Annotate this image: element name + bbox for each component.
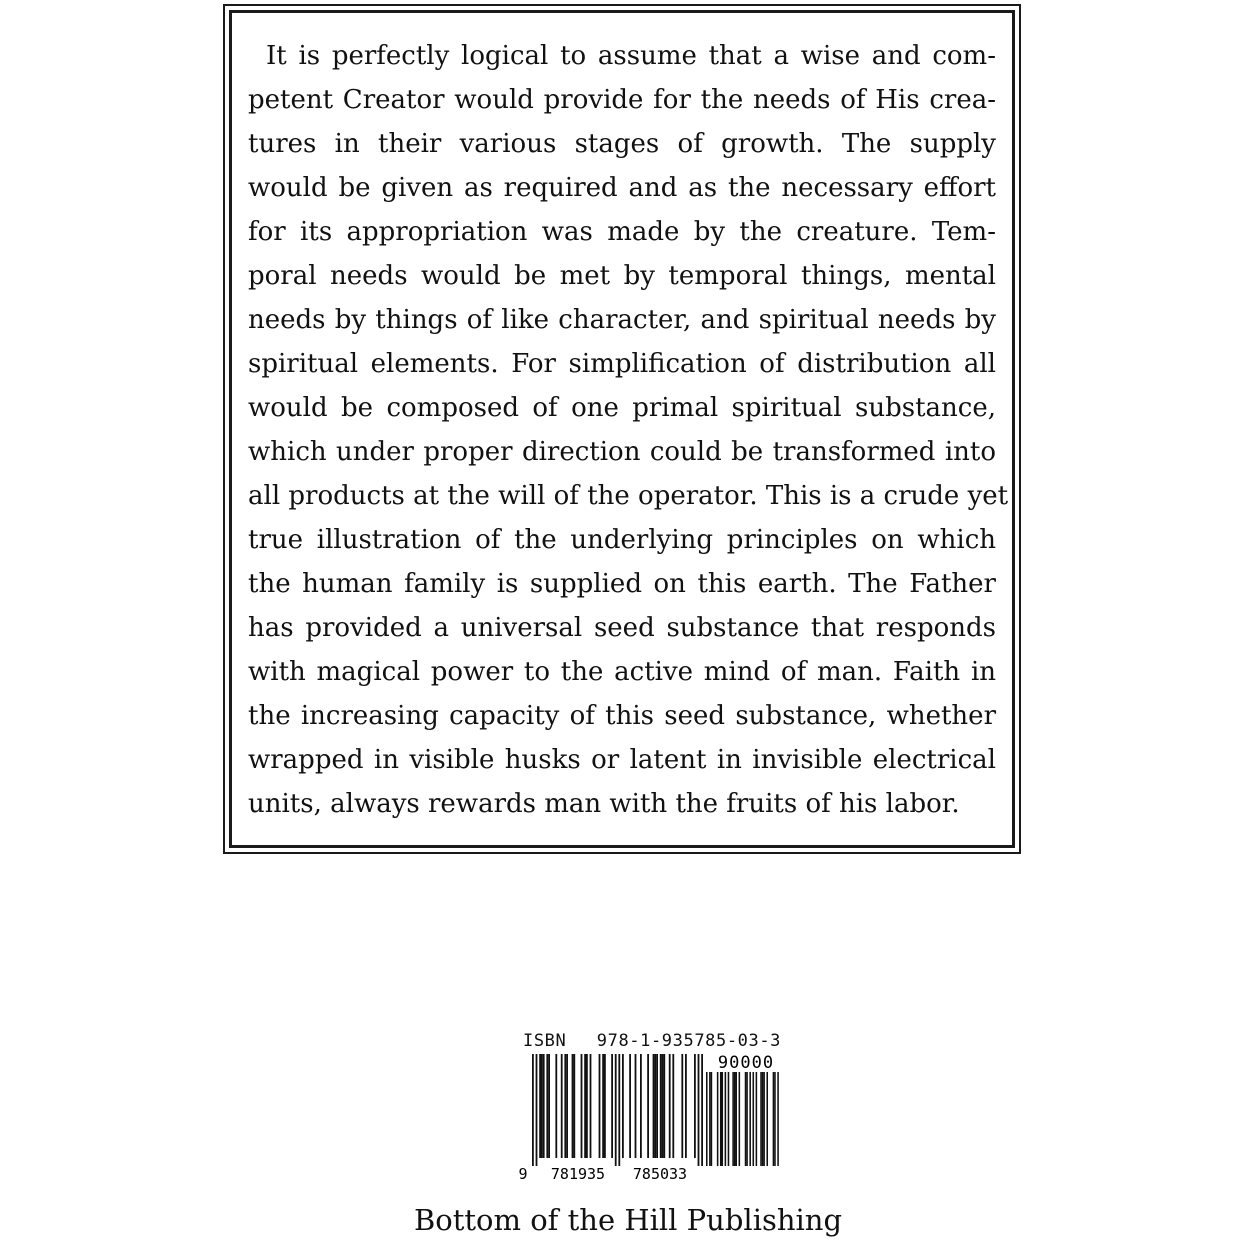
barcode-bar <box>717 1072 719 1166</box>
ean-13-bars <box>532 1054 703 1166</box>
barcode-bar <box>541 1054 543 1158</box>
barcode-bar <box>548 1054 550 1158</box>
barcode-bar <box>773 1072 775 1166</box>
barcode-bar <box>581 1054 583 1158</box>
isbn-barcode <box>516 1052 782 1182</box>
blurb-line: with magical power to the active mind of man. Faith in <box>248 657 996 687</box>
barcode-bar <box>706 1072 708 1166</box>
blurb-line: the increasing capacity of this seed substance, whether <box>248 701 996 731</box>
ean-first-digit: 9 <box>518 1165 528 1182</box>
isbn-label: ISBN 978-1-935785-03-3 <box>523 1031 781 1051</box>
barcode-bar <box>555 1054 557 1158</box>
barcode-bar <box>745 1072 747 1166</box>
barcode-bar <box>640 1054 642 1158</box>
barcode-bar <box>546 1054 548 1158</box>
barcode-bar <box>653 1054 655 1158</box>
barcode-bar <box>709 1072 711 1166</box>
barcode-bar <box>749 1072 751 1166</box>
barcode-bar <box>539 1054 541 1158</box>
blurb-line: poral needs would be met by temporal things, mental <box>248 261 996 291</box>
barcode-bar <box>725 1072 727 1166</box>
barcode-bar <box>766 1072 768 1166</box>
publisher-name: Bottom of the Hill Publishing <box>413 1203 843 1237</box>
barcode-bar <box>572 1054 574 1158</box>
barcode-bar <box>543 1054 545 1158</box>
blurb-line: for its appropriation was made by the creature. Tem- <box>248 217 996 247</box>
blurb-line: which under proper direction could be transformed into <box>248 437 996 467</box>
blurb-line: It is perfectly logical to assume that a wise and com- <box>266 41 996 71</box>
blurb-line: petent Creator would provide for the needs of His crea- <box>248 85 996 115</box>
barcode-bar <box>763 1072 765 1166</box>
barcode-bar <box>660 1054 662 1158</box>
barcode-bar <box>564 1054 566 1158</box>
price-addon-bars <box>706 1072 779 1166</box>
barcode-bar <box>760 1072 762 1166</box>
barcode-bar <box>663 1054 665 1158</box>
price-code: 90000 <box>717 1053 775 1073</box>
barcode-bar <box>599 1054 601 1158</box>
barcode-bar <box>753 1072 755 1166</box>
barcode-bar <box>586 1054 588 1158</box>
barcode-bar <box>602 1054 604 1158</box>
barcode-bar <box>669 1054 671 1158</box>
blurb-line: all products at the will of the operator. This is a crude yet <box>248 481 1009 511</box>
barcode-bar <box>732 1072 734 1166</box>
barcode-bar <box>739 1072 741 1166</box>
barcode-bar <box>662 1054 664 1158</box>
barcode-bar <box>698 1054 700 1166</box>
blurb-line: true illustration of the underlying principles on which <box>248 525 996 555</box>
blurb-line: spiritual elements. For simplification of distribution all <box>248 349 996 379</box>
barcode-bar <box>590 1054 592 1158</box>
barcode-bar <box>622 1054 624 1158</box>
barcode-bar <box>701 1054 703 1166</box>
barcode-bar <box>735 1072 737 1166</box>
barcode-bar <box>656 1054 658 1158</box>
blurb-line: units, always rewards man with the fruits of his labor. <box>248 789 960 819</box>
barcode-bar <box>711 1072 713 1166</box>
barcode-bar <box>584 1054 586 1158</box>
barcode-bar <box>536 1054 538 1166</box>
barcode-bar <box>654 1054 656 1158</box>
barcode-bar <box>615 1054 617 1166</box>
blurb-line: would be given as required and as the necessary effort <box>248 173 996 203</box>
barcode-bar <box>746 1072 748 1166</box>
barcode-bar <box>774 1072 776 1166</box>
blurb-line: wrapped in visible husks or latent in invisible electrical <box>248 745 996 775</box>
barcode-bar <box>604 1054 606 1158</box>
barcode-bar <box>722 1072 724 1166</box>
barcode-bar <box>720 1072 722 1166</box>
barcode-bar <box>777 1072 779 1166</box>
barcode-bar <box>611 1054 613 1158</box>
barcode-bar <box>756 1072 758 1166</box>
barcode-bar <box>561 1054 563 1158</box>
barcode-bar <box>685 1054 687 1158</box>
blurb-line: has provided a universal seed substance that responds <box>248 613 996 643</box>
barcode-bar <box>532 1054 534 1166</box>
back-cover-blurb <box>248 34 1009 826</box>
ean-left-digits: 781935 <box>550 1165 606 1182</box>
blurb-line: would be composed of one primal spiritual substance, <box>248 393 996 423</box>
ean-right-digits: 785033 <box>632 1165 688 1182</box>
blurb-line: needs by things of like character, and spiritual needs by <box>248 305 996 335</box>
barcode-bar <box>618 1054 620 1166</box>
barcode-bar <box>566 1054 568 1158</box>
barcode-bar <box>694 1054 696 1158</box>
blurb-line: the human family is supplied on this earth. The Father <box>248 569 996 599</box>
barcode-bar <box>672 1054 674 1158</box>
blurb-line: tures in their various stages of growth. The supply <box>248 129 996 159</box>
barcode-bar <box>734 1072 736 1166</box>
barcode-bar <box>629 1054 631 1158</box>
barcode-bar <box>728 1072 730 1166</box>
barcode-bar <box>573 1054 575 1158</box>
barcode-graphic <box>516 1052 782 1182</box>
barcode-bar <box>635 1054 637 1158</box>
barcode-bar <box>647 1054 649 1158</box>
barcode-bar <box>762 1072 764 1166</box>
barcode-bar <box>681 1054 683 1158</box>
